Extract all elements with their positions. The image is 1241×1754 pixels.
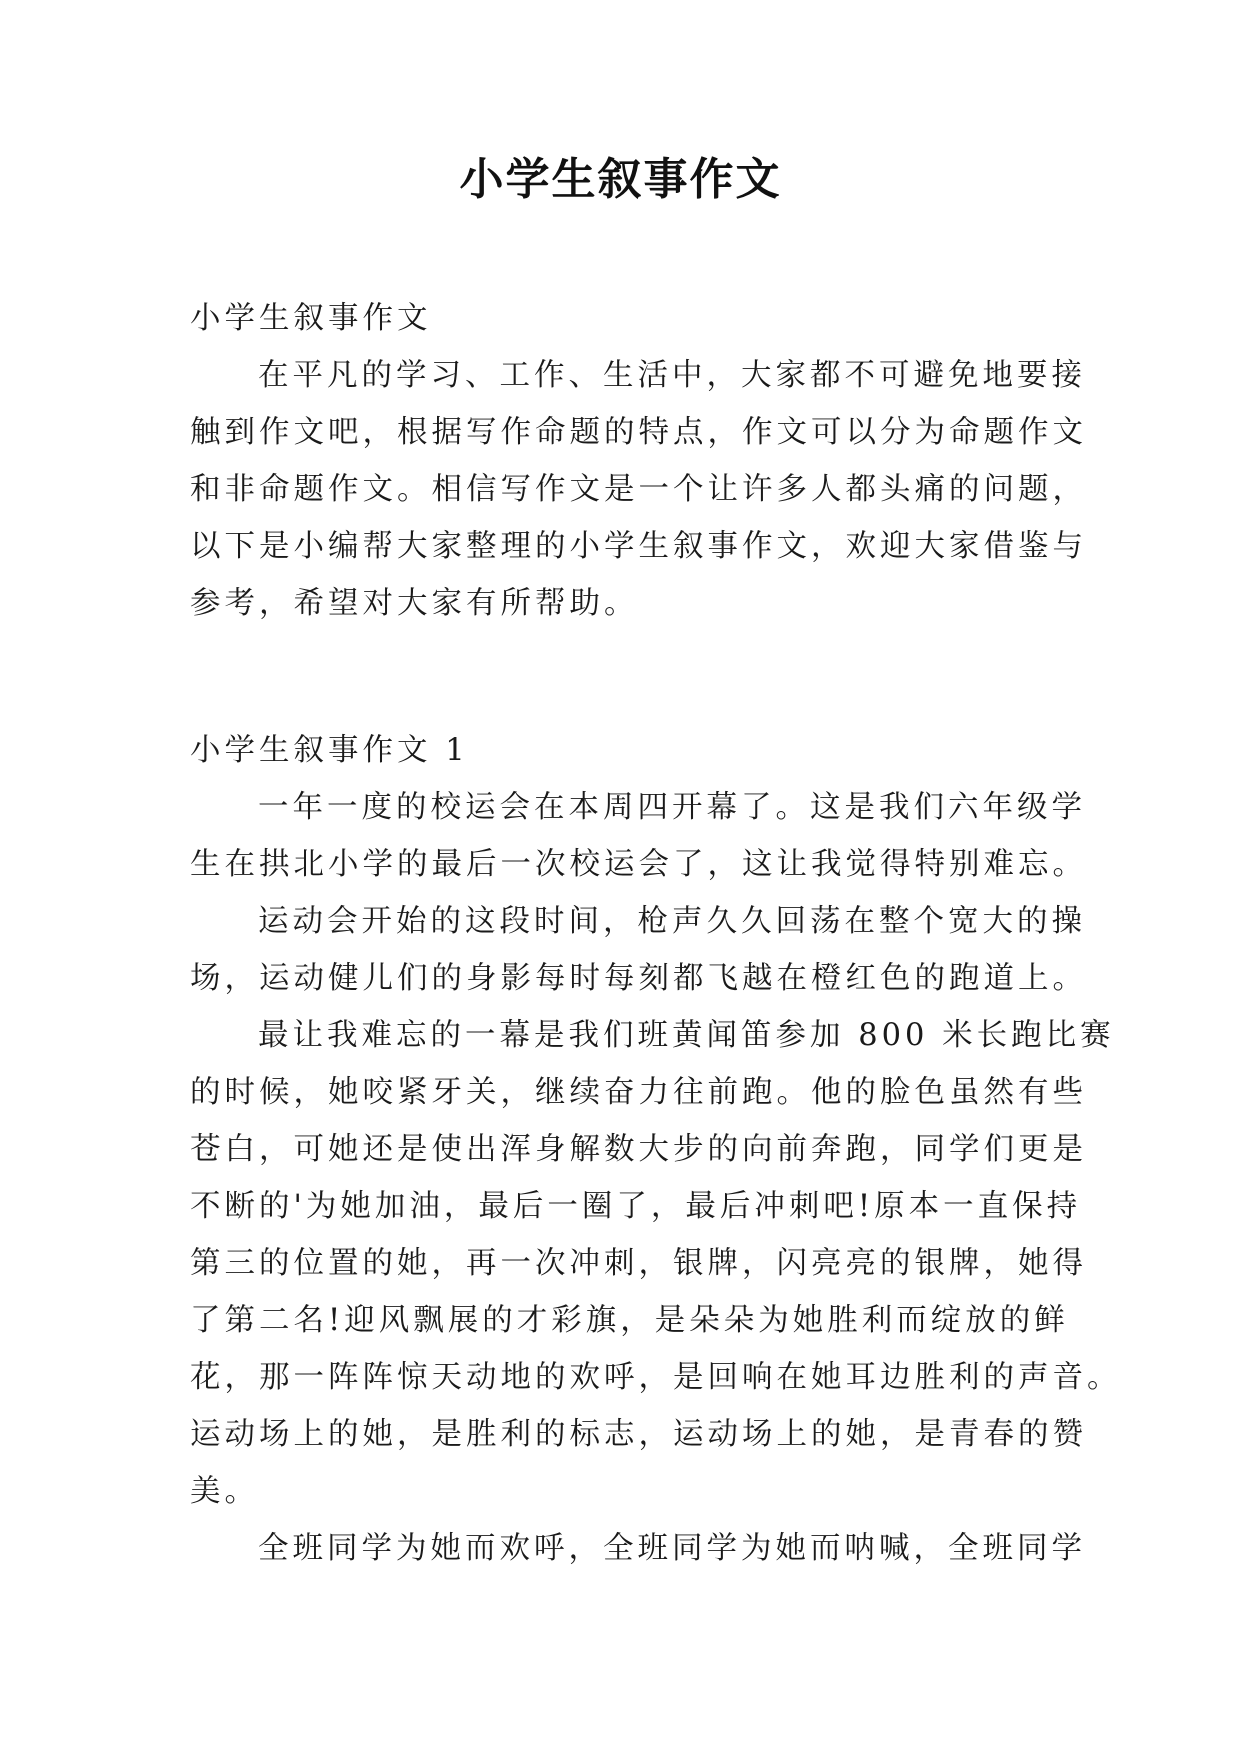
section-paragraph: [190, 1007, 1122, 1520]
paragraph-line: 和非命题作文。相信写作文是一个让许多人都头痛的问题，: [190, 472, 1087, 507]
document-title: 小学生叙事作文: [459, 154, 782, 205]
paragraph-line: 第三的位置的她，再一次冲刺，银牌，闪亮亮的银牌，她得: [190, 1246, 1087, 1281]
paragraph-line: 美。: [190, 1474, 259, 1509]
paragraph-line: 花，那一阵阵惊天动地的欢呼，是回响在她耳边胜利的声音。: [190, 1360, 1122, 1395]
paragraph-line: 生在拱北小学的最后一次校运会了，这让我觉得特别难忘。: [190, 847, 1087, 882]
paragraph-line: 的时候，她咬紧牙关，继续奋力往前跑。他的脸色虽然有些: [190, 1075, 1087, 1110]
intro-paragraph: [190, 347, 1087, 632]
paragraph-line: 参考，希望对大家有所帮助。: [190, 586, 639, 621]
section-spacer: [190, 632, 1050, 722]
paragraph-line: 一年一度的校运会在本周四开幕了。这是我们六年级学: [258, 790, 1086, 825]
paragraph-line: 运动会开始的这段时间，枪声久久回荡在整个宽大的操: [258, 904, 1086, 939]
paragraph-line: 苍白，可她还是使出浑身解数大步的向前奔跑，同学们更是: [190, 1132, 1087, 1167]
document-body: [190, 290, 1122, 1577]
section-heading: 小学生叙事作文 1: [190, 733, 469, 768]
section-paragraph: [190, 893, 1087, 1007]
paragraph-line: 全班同学为她而欢呼，全班同学为她而呐喊，全班同学: [258, 1531, 1086, 1566]
paragraph-line: 运动场上的她，是胜利的标志，运动场上的她，是青春的赞: [190, 1417, 1087, 1452]
paragraph-line: 最让我难忘的一幕是我们班黄闻笛参加 800 米长跑比赛: [258, 1018, 1115, 1053]
intro-heading: 小学生叙事作文: [190, 301, 432, 336]
section-paragraph: [190, 779, 1087, 893]
section-paragraph: [190, 1520, 1086, 1577]
paragraph-line: 触到作文吧，根据写作命题的特点，作文可以分为命题作文: [190, 415, 1087, 450]
paragraph-line: 以下是小编帮大家整理的小学生叙事作文，欢迎大家借鉴与: [190, 529, 1087, 564]
paragraph-line: 场，运动健儿们的身影每时每刻都飞越在橙红色的跑道上。: [190, 961, 1087, 996]
paragraph-line: 不断的'为她加油，最后一圈了，最后冲刺吧!原本一直保持: [190, 1189, 1082, 1224]
paragraph-line: 了第二名!迎风飘展的才彩旗，是朵朵为她胜利而绽放的鲜: [190, 1303, 1069, 1338]
paragraph-line: 在平凡的学习、工作、生活中，大家都不可避免地要接: [258, 358, 1086, 393]
